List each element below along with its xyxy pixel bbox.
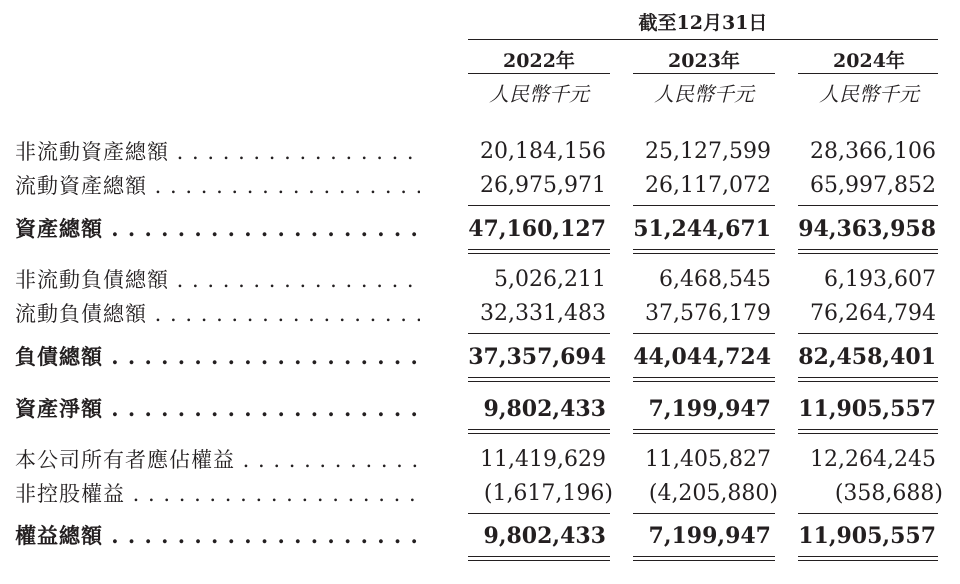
subtotal-rule — [798, 513, 938, 514]
year-2022-heading: 2022年 — [503, 50, 575, 72]
value-2024: 65,997,852 — [810, 173, 936, 198]
unit-label-2024: 人民幣千元 — [819, 82, 919, 106]
row-non-controlling-interests — [0, 477, 960, 511]
value-2023: 51,244,671 — [633, 216, 771, 242]
double-underline — [633, 560, 775, 561]
value-2024: (358,688) — [834, 481, 943, 506]
value-2023: 6,468,545 — [659, 267, 771, 292]
year-2023-heading: 2023年 — [668, 50, 740, 72]
row-equity-attributable-to-owners — [0, 443, 960, 477]
double-underline — [798, 560, 938, 561]
row-total-liabilities — [0, 340, 960, 374]
period-heading: 截至12月31日 — [638, 12, 768, 34]
value-2022: (1,617,196) — [483, 481, 613, 506]
subtotal-rule — [468, 205, 610, 206]
row-total-assets — [0, 212, 960, 246]
year-2024-heading: 2024年 — [833, 50, 905, 72]
value-2023: 7,199,947 — [648, 523, 771, 549]
row-non-current-assets — [0, 135, 960, 169]
value-2024: 11,905,557 — [798, 523, 936, 549]
value-2022: 11,419,629 — [480, 447, 606, 472]
double-underline — [798, 433, 938, 434]
double-underline — [798, 249, 938, 250]
value-2024: 12,264,245 — [810, 447, 936, 472]
row-label: 資產總額 . . . — [15, 212, 420, 246]
subtotal-rule — [468, 513, 610, 514]
double-underline — [633, 381, 775, 382]
double-underline — [468, 560, 610, 561]
double-underline — [633, 377, 775, 378]
double-underline — [798, 429, 938, 430]
value-2023: 7,199,947 — [648, 396, 771, 422]
value-2024: 82,458,401 — [798, 344, 936, 370]
row-label: 非流動資產總額 . . . — [15, 135, 420, 169]
value-2024: 6,193,607 — [824, 267, 936, 292]
double-underline — [468, 429, 610, 430]
value-2023: 25,127,599 — [645, 139, 771, 164]
double-underline — [468, 377, 610, 378]
value-2023: 37,576,179 — [645, 301, 771, 326]
value-2022: 47,160,127 — [468, 216, 606, 242]
double-underline — [633, 433, 775, 434]
subtotal-rule — [468, 333, 610, 334]
double-underline — [798, 556, 938, 557]
double-underline — [633, 556, 775, 557]
subtotal-rule — [798, 205, 938, 206]
value-2022: 37,357,694 — [468, 344, 606, 370]
value-2024: 94,363,958 — [798, 216, 936, 242]
row-label: 資產淨額 . . . — [15, 392, 420, 426]
subtotal-rule — [633, 513, 775, 514]
value-2022: 26,975,971 — [480, 173, 606, 198]
row-label: 非流動負債總額 . . . — [15, 263, 420, 297]
double-underline — [468, 249, 610, 250]
row-current-liabilities — [0, 297, 960, 331]
double-underline — [468, 253, 610, 254]
subtotal-rule — [633, 205, 775, 206]
value-2022: 20,184,156 — [480, 139, 606, 164]
value-2023: 26,117,072 — [645, 173, 771, 198]
double-underline — [633, 429, 775, 430]
double-underline — [798, 381, 938, 382]
value-2024: 11,905,557 — [798, 396, 936, 422]
value-2024: 28,366,106 — [810, 139, 936, 164]
value-2022: 9,802,433 — [483, 396, 606, 422]
subtotal-rule — [798, 333, 938, 334]
value-2023: 11,405,827 — [645, 447, 771, 472]
double-underline — [468, 433, 610, 434]
double-underline — [633, 253, 775, 254]
row-current-assets — [0, 169, 960, 203]
row-total-equity — [0, 519, 960, 553]
value-2022: 9,802,433 — [483, 523, 606, 549]
unit-label-2023: 人民幣千元 — [654, 82, 754, 106]
row-net-assets — [0, 392, 960, 426]
row-label: 流動負債總額 . . . — [15, 297, 420, 331]
row-label: 流動資產總額 . . . — [15, 169, 420, 203]
value-2022: 5,026,211 — [494, 267, 606, 292]
value-2023: 44,044,724 — [633, 344, 771, 370]
double-underline — [468, 381, 610, 382]
value-2022: 32,331,483 — [480, 301, 606, 326]
value-2024: 76,264,794 — [810, 301, 936, 326]
double-underline — [633, 249, 775, 250]
row-label: 負債總額 . . . — [15, 340, 420, 374]
row-label: 非控股權益 . . . — [15, 477, 420, 511]
double-underline — [468, 556, 610, 557]
row-label: 本公司所有者應佔權益 . . . — [15, 443, 420, 477]
row-non-current-liabilities — [0, 263, 960, 297]
double-underline — [798, 253, 938, 254]
value-2023: (4,205,880) — [648, 481, 778, 506]
double-underline — [798, 377, 938, 378]
row-label: 權益總額 . . . — [15, 519, 420, 553]
unit-label-2022: 人民幣千元 — [489, 82, 589, 106]
subtotal-rule — [633, 333, 775, 334]
